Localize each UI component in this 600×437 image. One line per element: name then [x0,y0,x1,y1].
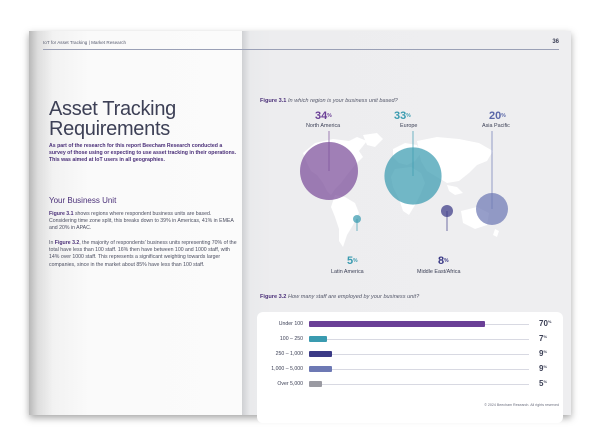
bar-track [309,369,529,370]
bar [309,351,332,357]
bar-category-label: 250 – 1,000 [275,351,303,357]
pct-middle-east-africa: 8% [438,255,449,267]
region-bubbles [242,31,571,231]
brochure-spread [29,31,571,415]
header-rule-left [43,49,242,50]
bubble-middle-east-africa [441,205,453,217]
section-subhead: Your Business Unit [49,196,117,205]
bar-track [309,354,529,355]
bar-category-label: Over 5,000 [277,381,303,387]
bar-value-label: 9% [539,349,548,358]
right-page [242,31,571,415]
bar-category-label: 1,000 – 5,000 [271,366,303,372]
paragraph-text: shows regions where respondent business units are based. Considering time zone split, this breaks down to 39% in Americas, 41% in EMEA and 20% in APAC. [49,211,234,232]
copyright: © 2024 Beecham Research. All rights reserved [484,403,559,407]
figure-label: Figure 3.2 [260,294,287,300]
bar-value-label: 9% [539,364,548,373]
bubble-latin-america [353,215,361,223]
bar [309,366,332,372]
label-north-america: North America [306,123,341,129]
bar-category-label: Under 100 [278,321,303,327]
label-europe: Europe [400,123,418,129]
page-title [49,99,239,139]
paragraph-text: In [49,240,55,246]
label-middle-east-africa: Middle East/Africa [417,269,461,275]
figure-question: How many staff are employed by your business unit? [286,294,420,300]
intro-paragraph: As part of the research for this report Beecham Research conducted a survey of those using or expecting to use asset tracking in their operations. This was aimed at IoT users in all geographies. [49,143,237,164]
pct-latin-america: 5% [347,255,358,267]
bar-value-label: 70% [539,319,552,328]
paragraph-text: , the majority of respondents' business units representing 70% of the total have less than 100 staff. 16% then have between 100 and 1000 staff, with 14% over 1000 staff. This represents a significant weighting towards larger companies, since in the market about 85% have less than 100 staff. [49,240,237,268]
header-title: IoT for Asset Tracking [43,40,88,45]
title-line-1: Asset Tracking [49,98,176,120]
paragraph-figure-3-1 [49,211,239,233]
left-page [29,31,242,415]
bar [309,336,327,342]
title-line-2: Requirements [49,118,170,140]
running-header: IoT for Asset Tracking | Market Research [43,40,127,45]
bar-category-label: 100 – 250 [279,336,303,342]
bar-value-label: 7% [539,334,548,343]
bubble-asia-pacific [476,193,508,225]
bar-value-label: 5% [539,379,548,388]
pct-north-america: 34% [315,110,332,122]
figure-ref: Figure 3.1 [49,211,74,217]
header-section: Market Research [91,40,127,45]
figure-label: Figure 3.1 [260,98,287,104]
label-asia-pacific: Asia Pacific [482,123,510,129]
label-latin-america: Latin America [331,269,364,275]
bar [309,381,322,387]
paragraph-figure-3-2 [49,240,239,269]
figure-ref: Figure 3.2 [54,240,80,246]
page-number: 36 [552,39,559,45]
pct-europe: 33% [394,110,411,122]
bar [309,321,485,327]
figure-question: In which region is your business unit based? [286,98,398,104]
bubble-north-america [300,142,358,200]
bar-track [309,384,529,385]
figure-3-2-title [260,294,419,300]
pct-asia-pacific: 20% [489,110,506,122]
bubble-europe [384,147,441,204]
bar-track [309,339,529,340]
